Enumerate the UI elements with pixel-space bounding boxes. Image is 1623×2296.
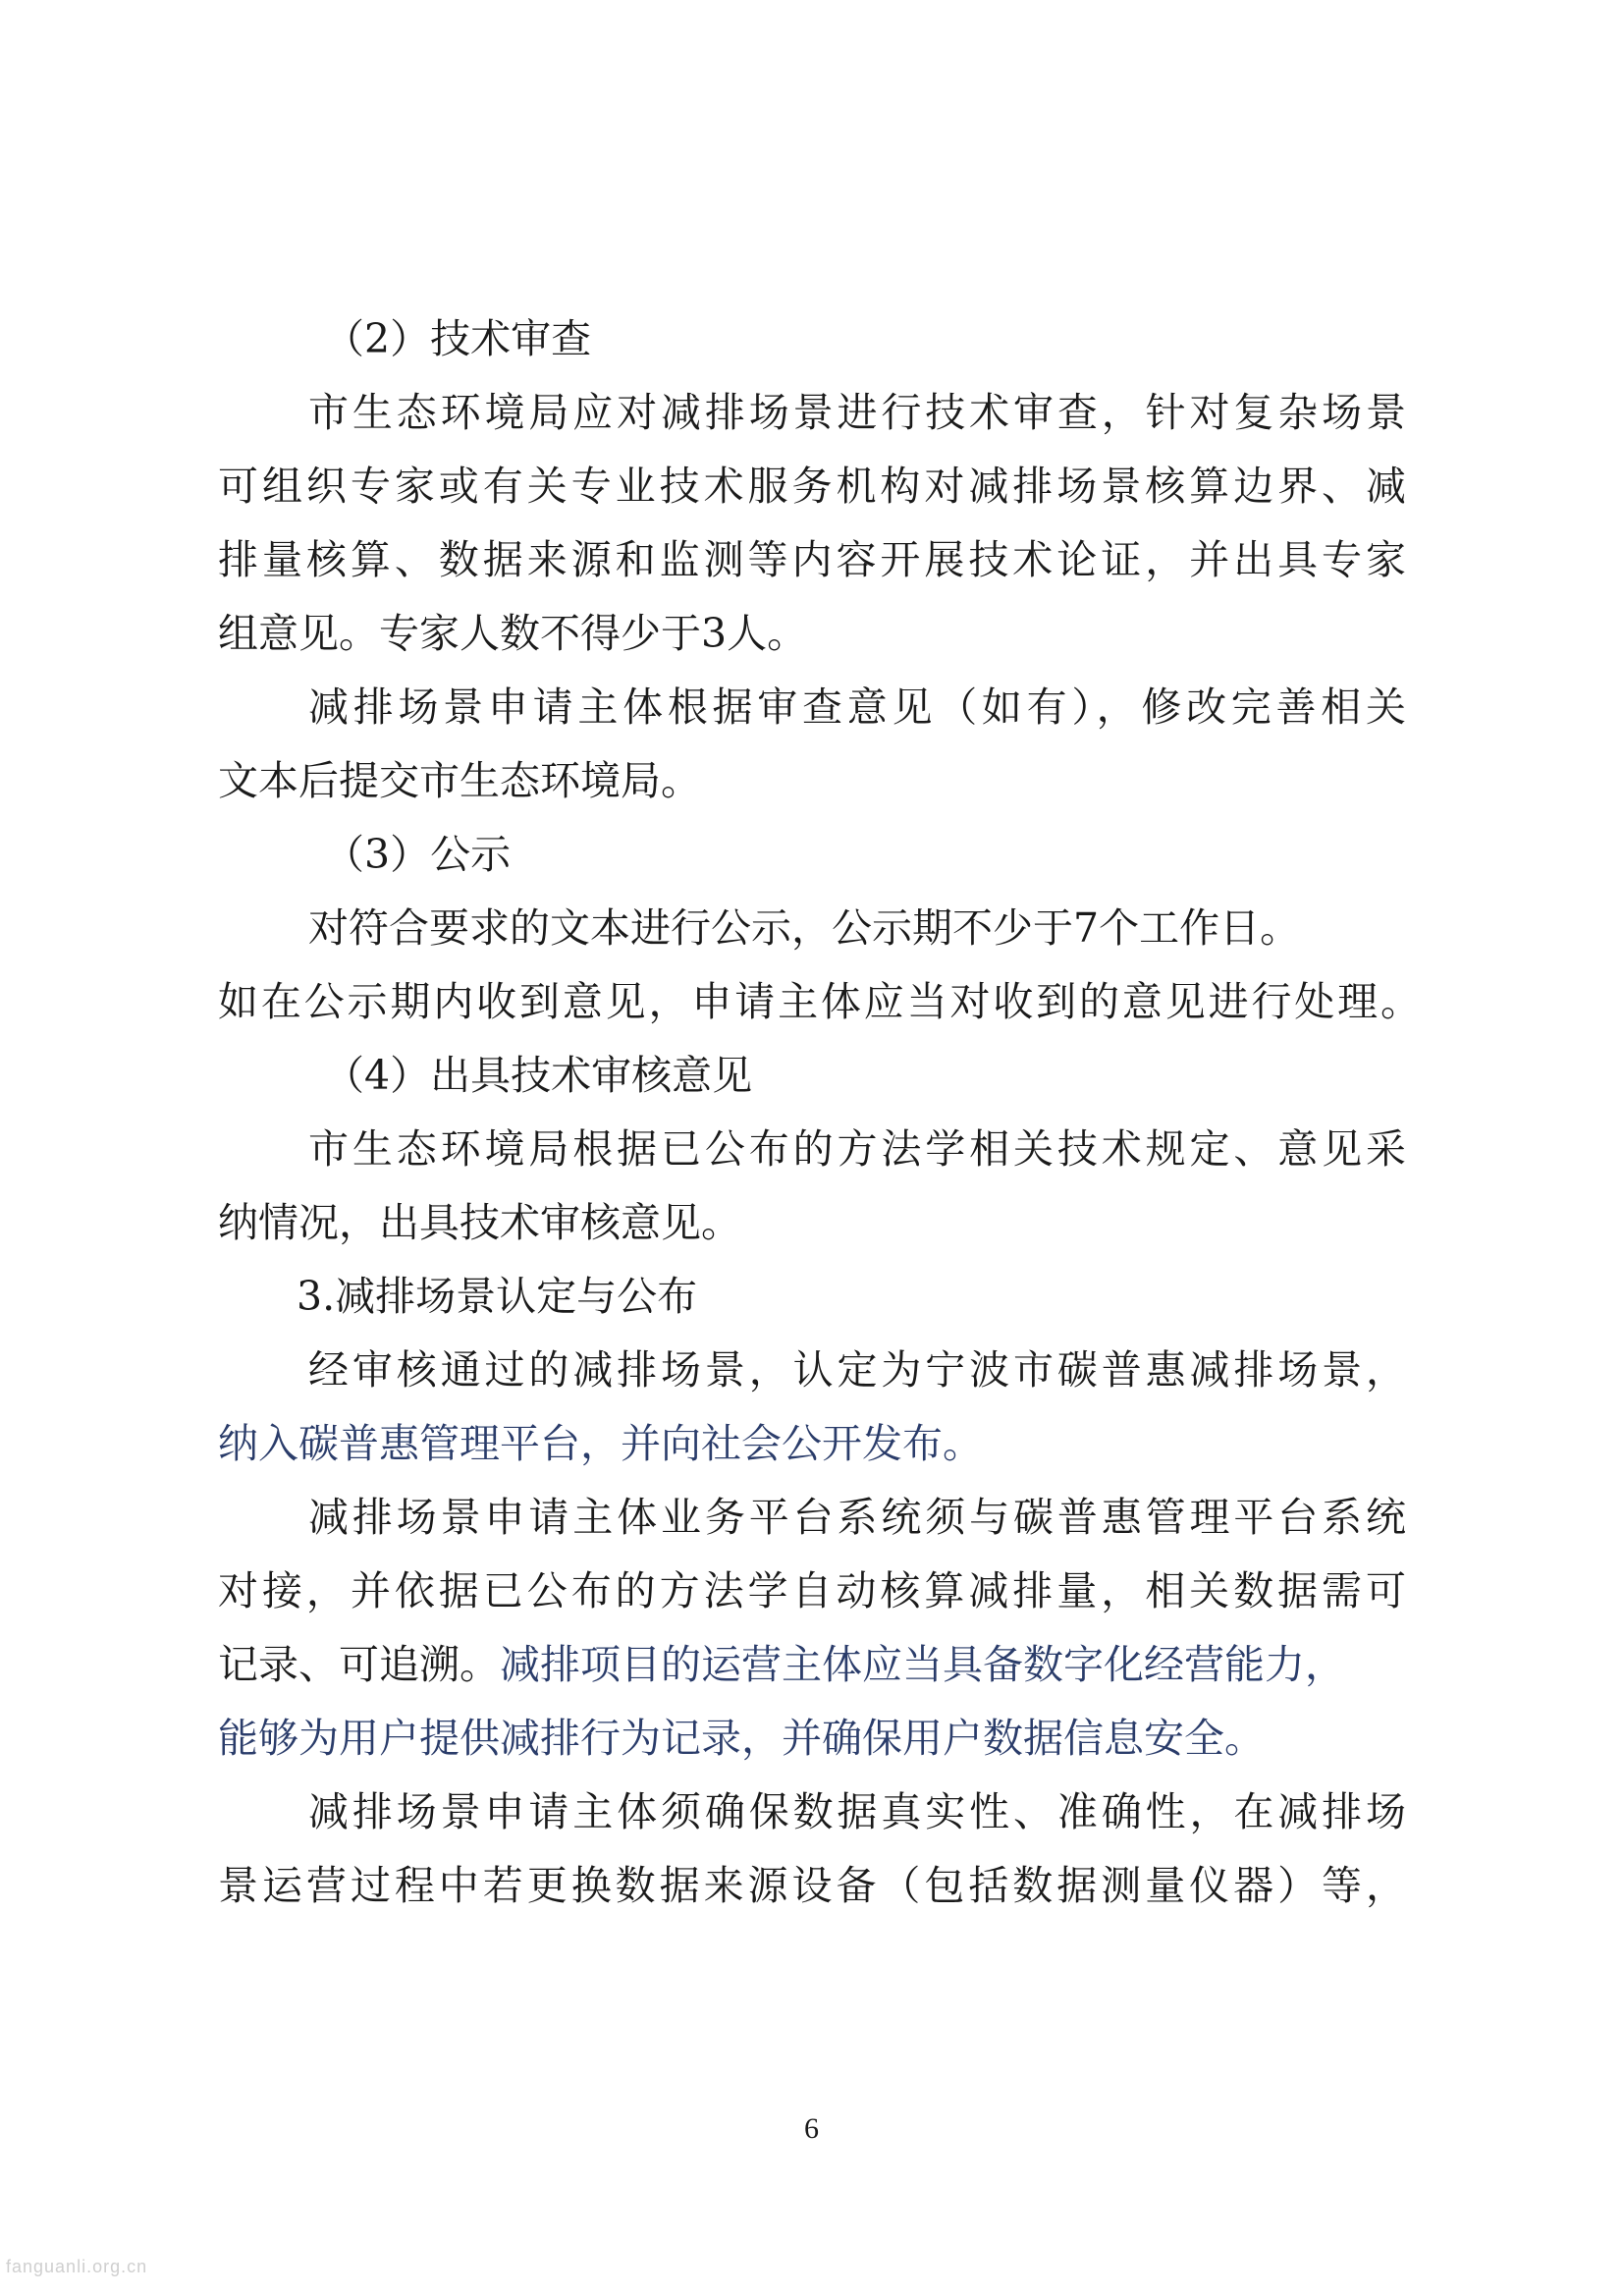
paragraph-line: 可组织专家或有关专业技术服务机构对减排场景核算边界、减 <box>218 463 1406 510</box>
paragraph-line: 减排场景申请主体根据审查意见（如有），修改完善相关 <box>308 683 1406 731</box>
paragraph-line: 纳入碳普惠管理平台，并向社会公开发布。 <box>218 1420 983 1467</box>
paragraph-segment: 减排项目的运营主体应当具备数字化经营能力， <box>500 1641 1345 1688</box>
paragraph-line: 排量核算、数据来源和监测等内容开展技术论证，并出具专家 <box>218 536 1406 583</box>
paragraph-line: 市生态环境局根据已公布的方法学相关技术规定、意见采 <box>308 1125 1406 1173</box>
heading-technical-review: （2）技术审查 <box>324 315 592 362</box>
paragraph-line <box>218 1637 1345 1692</box>
heading-publicity: （3）公示 <box>324 831 512 878</box>
paragraph-line: 景运营过程中若更换数据来源设备（包括数据测量仪器）等， <box>218 1862 1406 1909</box>
paragraph-line: 减排场景申请主体须确保数据真实性、准确性，在减排场 <box>308 1788 1406 1835</box>
paragraph-line: 经审核通过的减排场景，认定为宁波市碳普惠减排场景， <box>308 1346 1406 1394</box>
paragraph-line: 如在公示期内收到意见，申请主体应当对收到的意见进行处理。 <box>218 978 1421 1025</box>
heading-technical-opinion: （4）出具技术审核意见 <box>324 1052 753 1099</box>
heading-scenario-recognition: 3.减排场景认定与公布 <box>297 1273 698 1320</box>
paragraph-line: 纳情况，出具技术审核意见。 <box>218 1199 741 1246</box>
paragraph-line: 文本后提交市生态环境局。 <box>218 757 701 804</box>
paragraph-segment: 记录、可追溯。 <box>218 1641 500 1688</box>
page-number: 6 <box>804 2112 819 2145</box>
paragraph-line: 减排场景申请主体业务平台系统须与碳普惠管理平台系统 <box>308 1494 1406 1541</box>
paragraph-line: 对符合要求的文本进行公示，公示期不少于7个工作日。 <box>308 904 1301 952</box>
paragraph-line: 能够为用户提供减排行为记录，并确保用户数据信息安全。 <box>218 1715 1265 1762</box>
paragraph-line: 组意见。专家人数不得少于3人。 <box>218 610 808 657</box>
paragraph-line: 对接，并依据已公布的方法学自动核算减排量，相关数据需可 <box>218 1567 1406 1614</box>
paragraph-line: 市生态环境局应对减排场景进行技术审查，针对复杂场景 <box>308 389 1406 436</box>
watermark: fanguanli.org.cn <box>6 2257 148 2276</box>
